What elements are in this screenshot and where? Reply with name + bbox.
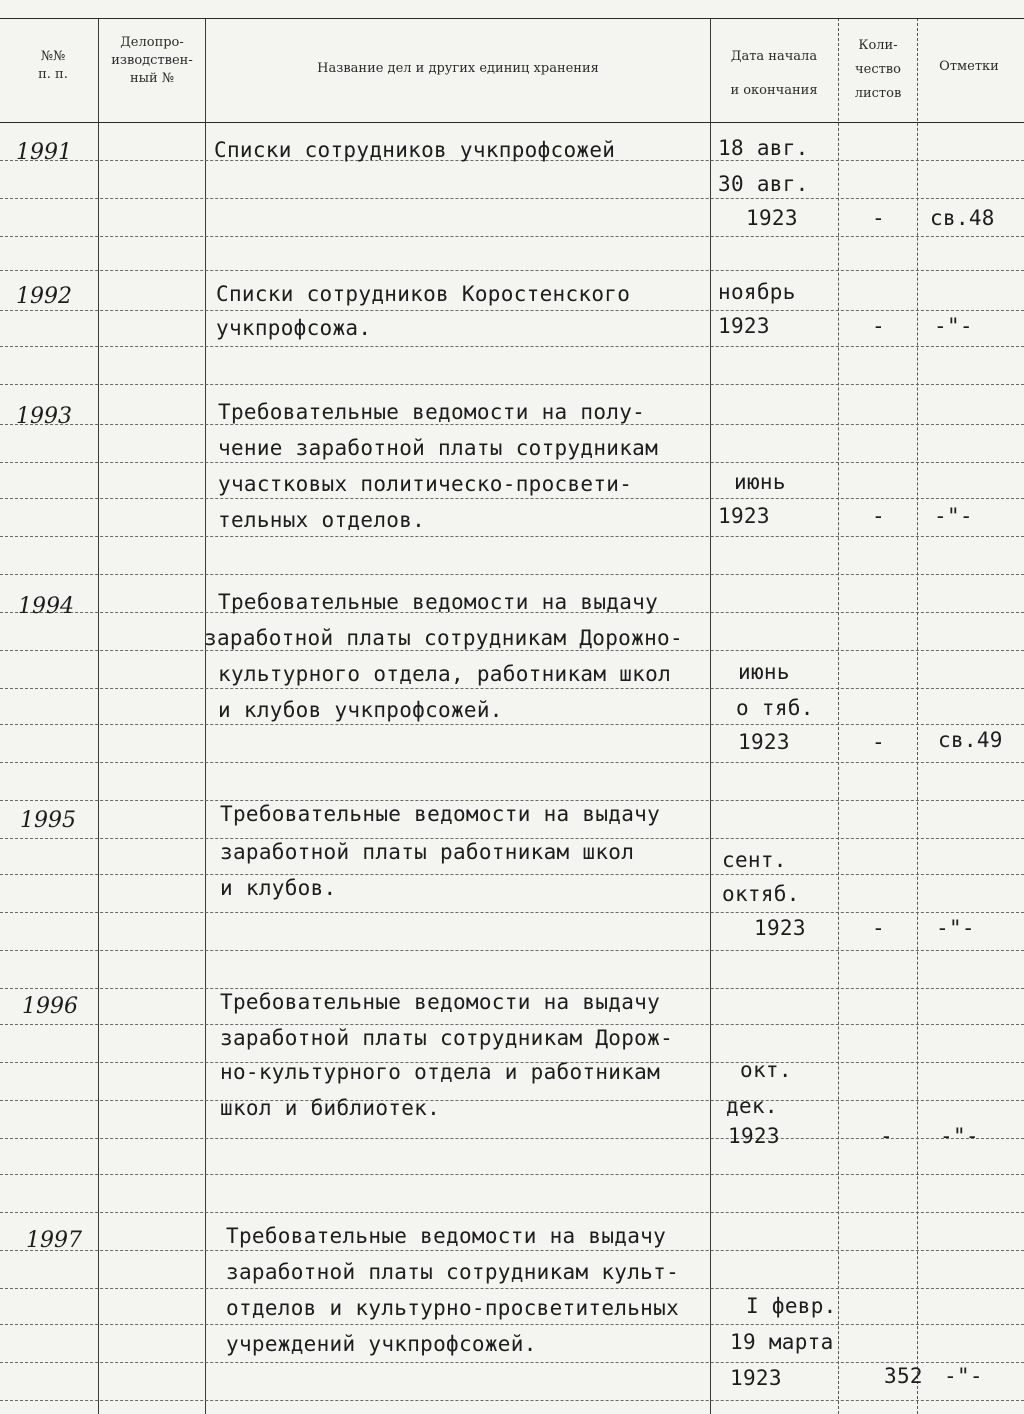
entry-sheet-count: - bbox=[880, 1124, 893, 1148]
entry-note: -"- bbox=[940, 1124, 979, 1148]
entry-date: 19 марта bbox=[730, 1330, 834, 1354]
entry-title-line: Требовательные ведомости на выдачу bbox=[218, 590, 659, 614]
entry-date: 1923 bbox=[718, 314, 770, 338]
ruled-line bbox=[0, 346, 1024, 347]
header-bottom-border bbox=[0, 122, 1024, 123]
header-notes: Отметки bbox=[939, 59, 999, 74]
ruled-line bbox=[0, 424, 1024, 425]
entry-note: св.48 bbox=[930, 206, 995, 230]
ruled-line bbox=[0, 1138, 1024, 1139]
entry-number: 1995 bbox=[20, 808, 76, 833]
ruled-line bbox=[0, 1024, 1024, 1025]
ruled-line bbox=[0, 1212, 1024, 1213]
entry-number: 1994 bbox=[18, 594, 74, 619]
ruled-line bbox=[0, 724, 1024, 725]
ruled-line bbox=[0, 1100, 1024, 1101]
entry-date: 1923 bbox=[754, 916, 806, 940]
entry-date: 1923 bbox=[728, 1124, 780, 1148]
entry-date: 30 авг. bbox=[718, 172, 809, 196]
ruled-line bbox=[0, 650, 1024, 651]
ruled-line bbox=[0, 688, 1024, 689]
entry-number: 1996 bbox=[22, 994, 78, 1019]
column-divider bbox=[838, 18, 839, 1414]
entry-title-line: учреждений учкпрофсожей. bbox=[226, 1332, 537, 1356]
entry-title-line: Требовательные ведомости на выдачу bbox=[226, 1224, 667, 1248]
entry-title-line: Требовательные ведомости на выдачу bbox=[220, 990, 661, 1014]
entry-note: св.49 bbox=[938, 728, 1003, 752]
entry-date: 1923 bbox=[730, 1366, 782, 1390]
entry-date: ноябрь bbox=[718, 280, 796, 304]
header-top-border bbox=[0, 18, 1024, 19]
entry-note: -"- bbox=[934, 314, 973, 338]
ruled-line bbox=[0, 270, 1024, 271]
entry-title-line: и клубов. bbox=[220, 876, 337, 900]
entry-sheet-count: - bbox=[872, 314, 885, 338]
entry-date: октяб. bbox=[722, 882, 800, 906]
entry-date: 1923 bbox=[718, 504, 770, 528]
ruled-line bbox=[0, 498, 1024, 499]
entry-date: 18 авг. bbox=[718, 136, 809, 160]
entry-sheet-count: - bbox=[872, 206, 885, 230]
header-office-number: Делопро- изводствен- ный № bbox=[111, 35, 193, 86]
entry-title-line: заработной платы работникам школ bbox=[220, 840, 635, 864]
entry-date: дек. bbox=[726, 1094, 778, 1118]
ruled-line bbox=[0, 874, 1024, 875]
entry-title-line: но-культурного отдела и работникам bbox=[220, 1060, 661, 1084]
entry-number: 1993 bbox=[16, 404, 72, 429]
ruled-line bbox=[0, 838, 1024, 839]
entry-title-line: Требовательные ведомости на полу- bbox=[218, 400, 646, 424]
entry-sheet-count: 352 bbox=[884, 1364, 923, 1388]
entry-title-line: заработной платы сотрудникам Дорож- bbox=[220, 1026, 674, 1050]
ruled-line bbox=[0, 310, 1024, 311]
column-divider bbox=[205, 18, 206, 1414]
ruled-line bbox=[0, 950, 1024, 951]
entry-title-line: Списки сотрудников учкпрофсожей bbox=[214, 138, 616, 162]
ruled-line bbox=[0, 1174, 1024, 1175]
ruled-line bbox=[0, 384, 1024, 385]
entry-date: июнь bbox=[738, 660, 790, 684]
entry-date: окт. bbox=[740, 1058, 792, 1082]
entry-date: 1923 bbox=[738, 730, 790, 754]
entry-note: -"- bbox=[944, 1364, 983, 1388]
entry-date: I февр. bbox=[746, 1294, 837, 1318]
header-sheet-count: Коли- чество листов bbox=[854, 38, 902, 101]
entry-title-line: отделов и культурно-просветительных bbox=[226, 1296, 680, 1320]
entry-number: 1992 bbox=[16, 284, 72, 309]
ruled-line bbox=[0, 198, 1024, 199]
entry-title-line: заработной платы сотрудникам культ- bbox=[226, 1260, 680, 1284]
header-dates: Дата начала и окончания bbox=[730, 49, 818, 98]
entry-title-line: Требовательные ведомости на выдачу bbox=[220, 802, 661, 826]
entry-title-line: Списки сотрудников Коростенского bbox=[216, 282, 631, 306]
ruled-line bbox=[0, 1362, 1024, 1363]
entry-title-line: тельных отделов. bbox=[218, 508, 426, 532]
ruled-line bbox=[0, 1400, 1024, 1401]
entry-date: 1923 bbox=[746, 206, 798, 230]
column-divider bbox=[710, 18, 711, 1414]
entry-title-line: учкпрофсожа. bbox=[216, 316, 372, 340]
ruled-line bbox=[0, 800, 1024, 801]
ruled-line bbox=[0, 236, 1024, 237]
entry-date: о тяб. bbox=[736, 696, 814, 720]
entry-date: сент. bbox=[722, 848, 787, 872]
entry-number: 1997 bbox=[26, 1228, 82, 1253]
entry-sheet-count: - bbox=[872, 916, 885, 940]
ruled-line bbox=[0, 988, 1024, 989]
ruled-line bbox=[0, 1288, 1024, 1289]
ruled-line bbox=[0, 762, 1024, 763]
entry-note: -"- bbox=[934, 504, 973, 528]
entry-title-line: чение заработной платы сотрудникам bbox=[218, 436, 659, 460]
entry-sheet-count: - bbox=[872, 730, 885, 754]
header-title: Название дел и других единиц хранения bbox=[317, 61, 599, 76]
ruled-line bbox=[0, 536, 1024, 537]
ruled-line bbox=[0, 1324, 1024, 1325]
entry-title-line: школ и библиотек. bbox=[220, 1096, 441, 1120]
entry-title-line: и клубов учкпрофсожей. bbox=[218, 698, 503, 722]
ruled-line bbox=[0, 574, 1024, 575]
entry-number: 1991 bbox=[16, 140, 72, 165]
entry-title-line: участковых политическо-просвети- bbox=[218, 472, 633, 496]
entry-note: -"- bbox=[936, 916, 975, 940]
ruled-line bbox=[0, 462, 1024, 463]
ruled-line bbox=[0, 1250, 1024, 1251]
ruled-line bbox=[0, 912, 1024, 913]
header-number: №№ п. п. bbox=[38, 49, 68, 82]
entry-sheet-count: - bbox=[872, 504, 885, 528]
column-divider bbox=[98, 18, 99, 1414]
entry-date: июнь bbox=[734, 470, 786, 494]
entry-title-line: заработной платы сотрудникам Дорожно- bbox=[204, 626, 683, 650]
column-divider bbox=[917, 18, 918, 1414]
entry-title-line: культурного отдела, работникам школ bbox=[218, 662, 672, 686]
